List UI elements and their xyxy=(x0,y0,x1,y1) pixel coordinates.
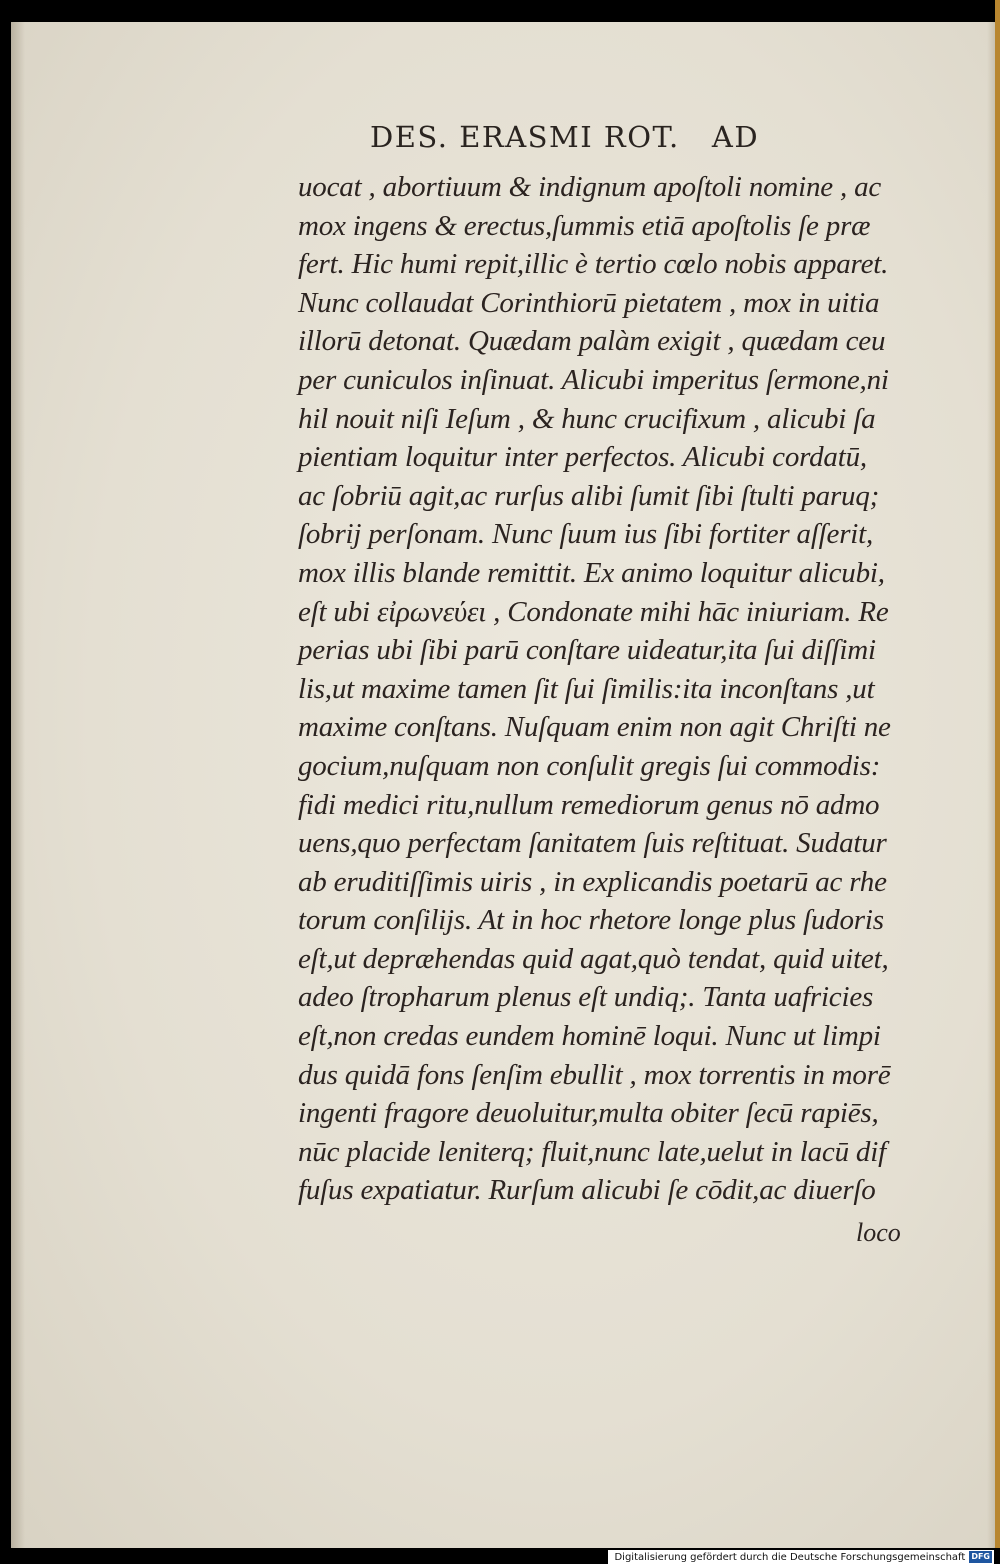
page-edge-shadow xyxy=(987,22,995,1548)
text-line: maxime conſtans. Nuſquam enim non agit Chriſti ne xyxy=(298,711,891,744)
text-line: eſt ubi εἰρωνεύει , Condonate mihi hāc iniuriam. Re xyxy=(298,595,889,628)
text-line: perias ubi ſibi parū conſtare uideatur,ita ſui diſſimi xyxy=(298,634,876,667)
funding-credit-text: Digitalisierung gefördert durch die Deutsche Forschungsgemeinschaft xyxy=(614,1551,966,1563)
running-head: DES. ERASMI ROT. AD xyxy=(370,120,760,154)
funding-credit xyxy=(608,1550,994,1564)
book-spine-edge xyxy=(995,0,1000,1548)
text-line: mox ingens & erectus,ſummis etiā apoſtolis ſe præ xyxy=(298,209,871,242)
text-line: per cuniculos inſinuat. Alicubi imperitus ſermone,ni xyxy=(298,363,889,396)
text-line: Nunc collaudat Corinthiorū pietatem , mox in uitia xyxy=(298,286,880,319)
text-line: fuſus expatiatur. Rurſum alicubi ſe cōdit,ac diuerſo xyxy=(298,1174,876,1207)
text-line: ſobrij perſonam. Nunc ſuum ius ſibi fortiter aſſerit, xyxy=(298,518,874,551)
text-line: hil nouit niſi Ieſum , & hunc crucifixum , alicubi ſa xyxy=(298,402,876,435)
body-text xyxy=(298,168,948,1210)
text-line: eſt,non credas eundem hominē loqui. Nunc ut limpi xyxy=(298,1020,881,1053)
text-line: dus quidā fons ſenſim ebullit , mox torrentis in morē xyxy=(298,1058,891,1091)
text-line: uocat , abortiuum & indignum apoſtoli nomine , ac xyxy=(298,171,882,203)
text-line: ab eruditiſſimis uiris , in explicandis poetarū ac rhe xyxy=(298,865,887,898)
text-line: nūc placide leniterq; fluit,nunc late,uelut in lacū dif xyxy=(298,1135,886,1168)
text-line: mox illis blande remittit. Ex animo loquitur alicubi, xyxy=(298,556,885,589)
catchword: loco xyxy=(856,1218,901,1247)
text-line: illorū detonat. Quædam palàm exigit , quædam ceu xyxy=(298,325,886,358)
text-line: fert. Hic humi repit,illic è tertio cœlo nobis apparet. xyxy=(298,248,889,281)
text-line: eſt,ut depræhendas quid agat,quò tendat, quid uitet, xyxy=(298,942,889,975)
text-line: uens,quo perfectam ſanitatem ſuis reſtituat. Sudatur xyxy=(298,827,887,860)
text-line: lis,ut maxime tamen ſit ſui ſimilis:ita inconſtans ,ut xyxy=(298,672,875,705)
text-line: fidi medici ritu,nullum remediorum genus nō admo xyxy=(298,788,880,821)
page-gutter-shadow xyxy=(11,22,25,1548)
dfg-logo-icon: DFG xyxy=(971,1552,990,1561)
text-line: pientiam loquitur inter perfectos. Alicubi cordatū, xyxy=(298,441,867,474)
text-line: ingenti fragore deuoluitur,multa obiter ſecū rapiēs, xyxy=(298,1097,879,1130)
text-line: adeo ſtropharum plenus eſt undiq;. Tanta uafricies xyxy=(298,981,874,1014)
text-line: gocium,nuſquam non conſulit gregis ſui commodis: xyxy=(298,749,881,782)
text-line: torum conſilijs. At in hoc rhetore longe plus ſudoris xyxy=(298,904,884,937)
text-line: ac ſobriū agit,ac rurſus alibi ſumit ſibi ſtulti paruq; xyxy=(298,479,880,512)
